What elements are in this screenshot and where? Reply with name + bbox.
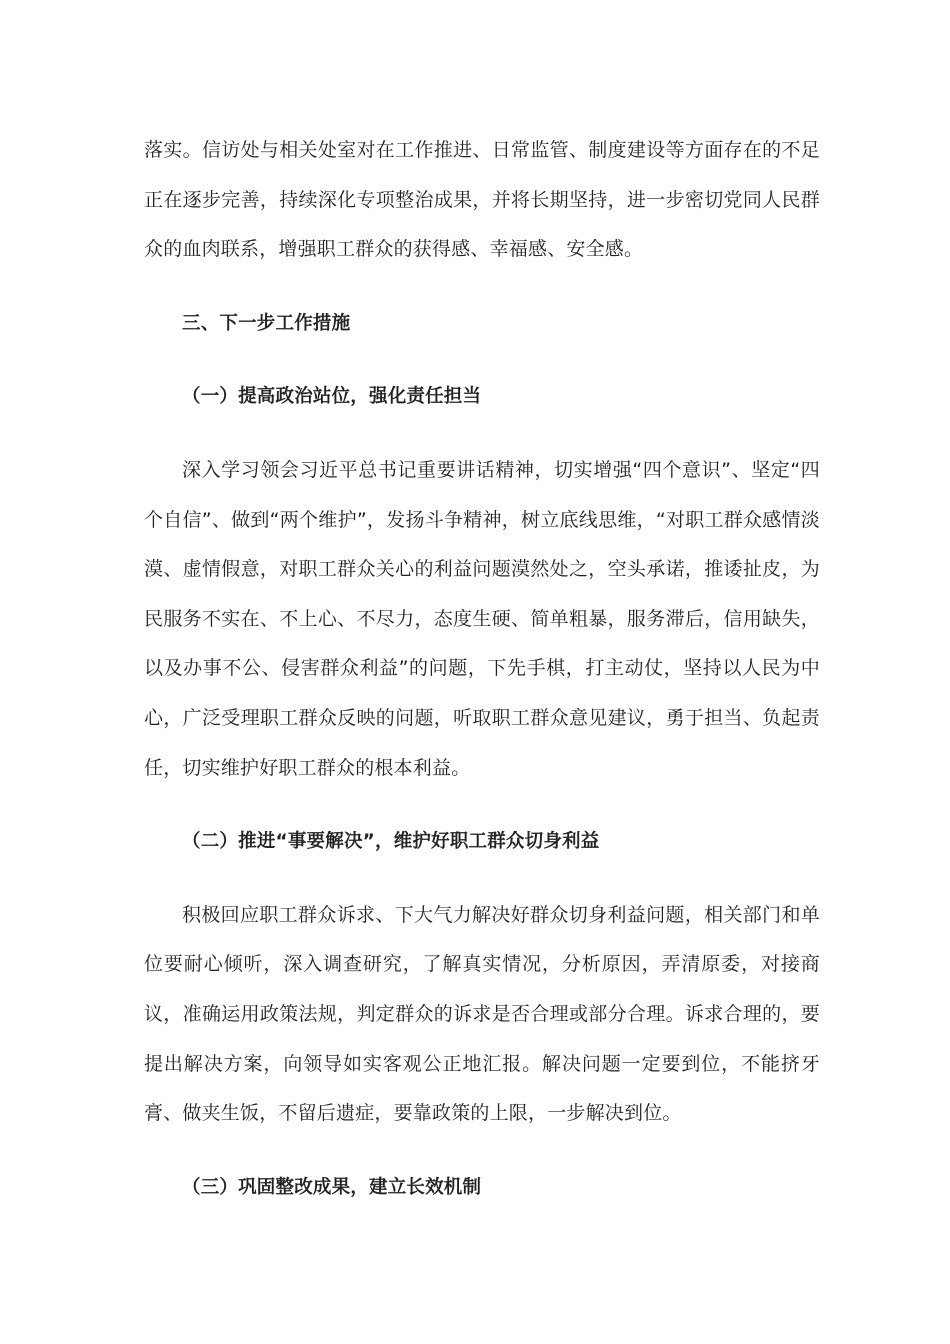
document-body [144,126,820,1212]
subsection-body-2: 积极回应职工群众诉求、下大气力解决好群众切身利益问题，相关部门和单位要耐心倾听，深入调查研究，了解真实情况，分析原因，弄清原委，对接商议，准确运用政策法规，判定群众的诉求是否合理或部分合理。诉求合理的，要提出解决方案，向领导如实客观公正地汇报。解决问题一定要到位，不能挤牙膏、做夹生饭，不留后遗症，要靠政策的上限，一步解决到位。 [144,903,820,1125]
subsection-heading-2: （二）推进“事要解决”，维护好职工群众切身利益 [182,831,600,853]
subsection-body-1: 深入学习领会习近平总书记重要讲话精神，切实增强“四个意识”、坚定“四个自信”、做到“两个维护”，发扬斗争精神，树立底线思维，“对职工群众感情淡漠、虚情假意，对职工群众关心的利益问题漠然处之，空头承诺，推诿扯皮，为民服务不实在、不上心、不尽力，态度生硬、简单粗暴，服务滞后，信用缺失，以及办事不公、侵害群众利益”的问题，下先手棋，打主动仗，坚持以人民为中心，广泛受理职工群众反映的问题，听取职工群众意见建议，勇于担当、负起责任，切实维护好职工群众的根本利益。 [144,458,820,779]
subsection-heading-3: （三）巩固整改成果，建立长效机制 [182,1176,482,1198]
paragraph-continuation: 落实。信访处与相关处室对在工作推进、日常监管、制度建设等方面存在的不足正在逐步完善，持续深化专项整治成果，并将长期坚持，进一步密切党同人民群众的血肉联系，增强职工群众的获得感、幸福感、安全感。 [144,139,820,261]
section-heading-next-steps: 三、下一步工作措施 [182,312,351,334]
subsection-heading-1: （一）提高政治站位，强化责任担当 [182,386,482,408]
